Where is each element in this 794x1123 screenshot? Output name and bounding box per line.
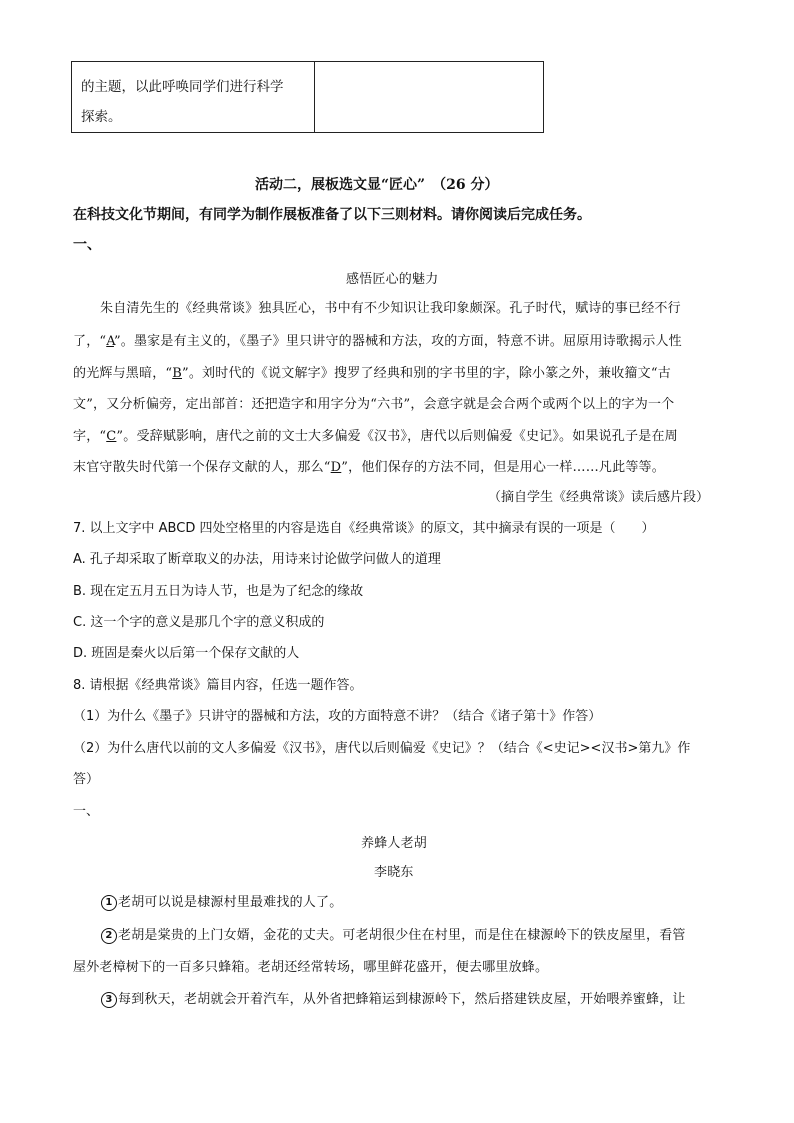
q7-stem: 7. 以上文字中 ABCD 四处空格里的内容是选自《经典常谈》的原文，其中摘录有误的一项是（ ）	[73, 521, 655, 536]
q8-part-2-line-1: （2）为什么唐代以前的文人多偏爱《汉书》，唐代以后则偏爱《史记》？（结合《<史记><汉书>第九》作	[73, 741, 691, 756]
activity-instruction: 在科技文化节期间，有同学为制作展板准备了以下三则材料。请你阅读后完成任务。	[73, 207, 591, 223]
passage1-line-3: 的光辉与黑暗，“B”。刘时代的《说文解字》搜罗了经典和别的字书里的字，除小篆之外，兼收籀文“古	[73, 366, 671, 381]
table-left-line-1: 的主题，以此呼唤同学们进行科学	[81, 79, 284, 95]
passage1-line-6: 末官守散失时代第一个保存文献的人，那么“D”，他们保存的方法不同，但是用心一样……凡此等等。	[73, 460, 665, 475]
blank-b: B	[172, 366, 183, 381]
table-divider	[314, 62, 315, 132]
table-left-line-2: 探索。	[81, 109, 122, 125]
passage1-line-4: 文”，又分析偏旁，定出部首：还把造字和用字分为“六书”，会意字就是会合两个或两个以上的字为一个	[73, 397, 675, 412]
table-left-cell	[81, 72, 284, 132]
top-table	[71, 61, 544, 133]
blank-c: C	[106, 429, 117, 444]
activity-title: 活动二，展板选文显“匠心” （26 分）	[255, 177, 499, 193]
q7-option-b: B. 现在定五月五日为诗人节，也是为了纪念的缘故	[73, 584, 364, 599]
q7-option-c: C. 这一个字的意义是那几个字的意义积成的	[73, 615, 325, 630]
section-marker-1: 一、	[73, 237, 101, 253]
paragraph-number-3: 3	[101, 992, 117, 1008]
passage2-paragraph-3: 3 每到秋天，老胡就会开着汽车，从外省把蜂箱运到棣源岭下，然后搭建铁皮屋，开始喂养蜜蜂，让	[101, 988, 686, 1008]
passage1-source: （摘自学生《经典常谈》读后感片段）	[488, 490, 710, 505]
blank-d: D	[330, 460, 342, 475]
blank-a: A	[106, 334, 114, 349]
q7-option-d: D. 班固是秦火以后第一个保存文献的人	[73, 646, 300, 661]
paragraph-number-2: 2	[101, 928, 117, 944]
paragraph-number-1: 1	[101, 895, 117, 911]
passage2-paragraph-2: 2 老胡是棠贵的上门女婿，金花的丈夫。可老胡很少住在村里，而是住在棣源岭下的铁皮屋里，看管	[101, 924, 686, 944]
passage1-line-2: 了，“A”。墨家是有主义的，《墨子》里只讲守的器械和方法，攻的方面，特意不讲。屈原用诗歌揭示人性	[73, 334, 682, 349]
q7-option-a: A. 孔子却采取了断章取义的办法，用诗来讨论做学问做人的道理	[73, 552, 441, 567]
passage2-paragraph-1: 1 老胡可以说是棣源村里最难找的人了。	[101, 891, 342, 911]
q8-part-1: （1）为什么《墨子》只讲守的器械和方法，攻的方面特意不讲？（结合《诸子第十》作答）	[73, 709, 602, 724]
passage1-title: 感悟匠心的魅力	[346, 272, 439, 287]
section-marker-2: 一、	[73, 804, 100, 819]
passage2-paragraph-2-line-2: 屋外老樟树下的一百多只蜂箱。老胡还经常转场，哪里鲜花盛开，便去哪里放蜂。	[73, 960, 549, 975]
passage2-author: 李晓东	[374, 865, 414, 880]
passage1-line-5: 字，“C”。受辞赋影响，唐代之前的文士大多偏爱《汉书》，唐代以后则偏爱《史记》。如果说孔子是在周	[73, 429, 678, 444]
table-right-cell	[324, 72, 534, 122]
passage1-line-1: 朱自清先生的《经典常谈》独具匠心，书中有不少知识让我印象颇深。孔子时代，赋诗的事已经不行	[100, 301, 681, 316]
passage2-title: 养蜂人老胡	[361, 836, 428, 851]
q8-stem: 8. 请根据《经典常谈》篇目内容，任选一题作答。	[73, 678, 363, 693]
q8-part-2-line-2: 答）	[73, 772, 100, 787]
